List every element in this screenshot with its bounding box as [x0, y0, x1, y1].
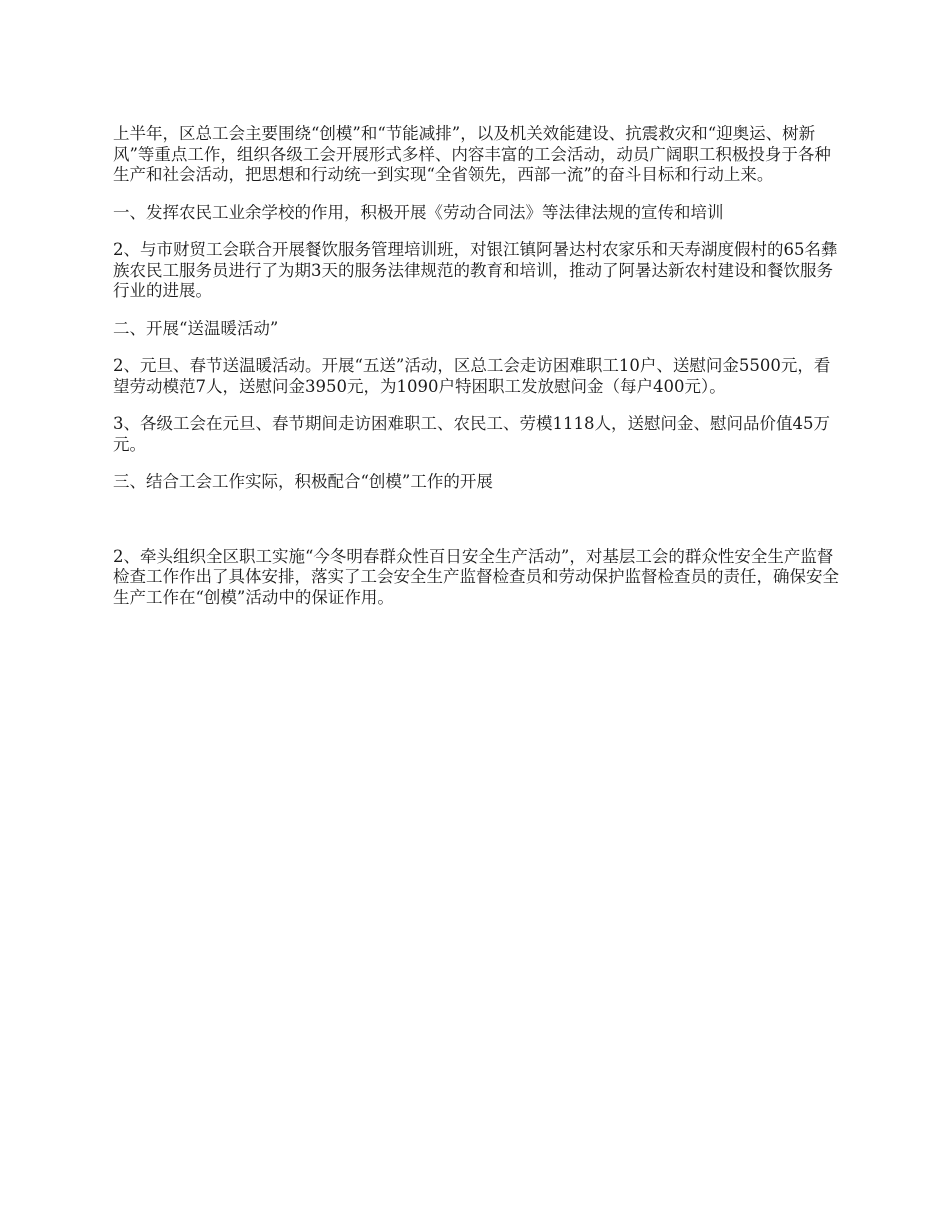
section-1-item-2: 2、与市财贸工会联合开展餐饮服务管理培训班，对银江镇阿暑达村农家乐和天寿湖度假村的65名彝族农民工服务员进行了为期3天的服务法律规范的教育和培训，推动了阿暑达新农村建设和餐饮服务行业的进展。: [113, 240, 838, 300]
section-heading-1: 一、发挥农民工业余学校的作用，积极开展《劳动合同法》等法律法规的宣传和培训: [113, 202, 724, 222]
section-2-item-2: 2、元旦、春节送温暖活动。开展“五送”活动，区总工会走访困难职工10户、送慰问金5500元，看望劳动模范7人，送慰问金3950元，为1090户特困职工发放慰问金（每户400元）。: [113, 356, 831, 396]
intro-paragraph: 上半年，区总工会主要围绕“创模”和“节能减排”，以及机关效能建设、抗震救灾和“迎奥运、树新风”等重点工作，组织各级工会开展形式多样、内容丰富的工会活动，动员广阔职工积极投身于各种生产和社会活动，把思想和行动统一到实现“全省领先，西部一流”的奋斗目标和行动上来。: [113, 124, 831, 184]
section-2-item-3: 3、各级工会在元旦、春节期间走访困难职工、农民工、劳模1118人，送慰问金、慰问品价值45万元。: [113, 414, 830, 454]
section-heading-2: 二、开展“送温暖活动”: [113, 318, 279, 338]
section-heading-3: 三、结合工会工作实际，积极配合“创模”工作的开展: [113, 472, 493, 491]
document-body: [113, 124, 841, 625]
section-3-item-2: 2、牵头组织全区职工实施“今冬明春群众性百日安全生产活动”，对基层工会的群众性安全生产监督检查工作作出了具体安排，落实了工会安全生产监督检查员和劳动保护监督检查员的责任，确保安全生产工作在“创模”活动中的保证作用。: [113, 546, 839, 607]
blank-spacer: [113, 510, 841, 547]
